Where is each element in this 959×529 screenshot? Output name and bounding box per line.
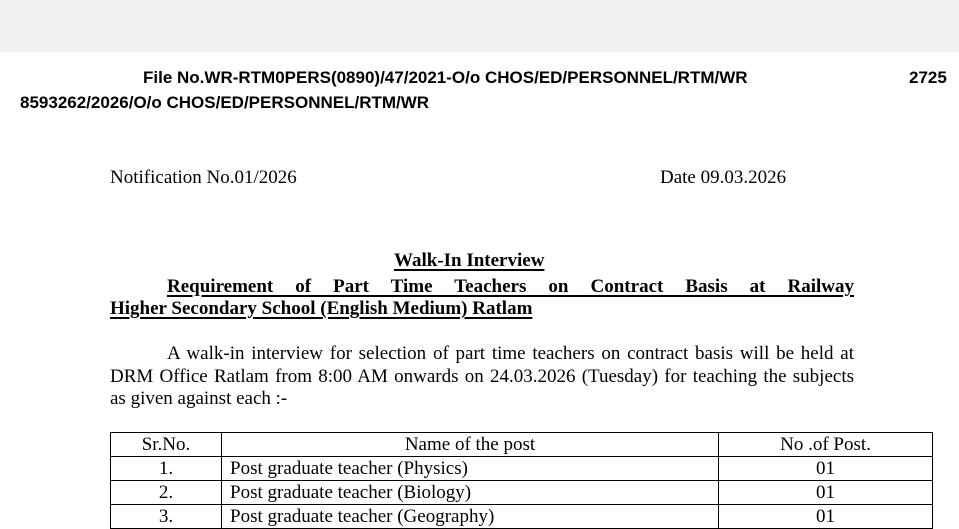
notification-date: Date 09.03.2026 — [660, 167, 787, 188]
body-paragraph — [110, 343, 854, 411]
col-header-sr: Sr.No. — [111, 433, 222, 457]
cell-sr: 1. — [111, 457, 222, 481]
cell-count: 01 — [719, 457, 933, 481]
cell-sr: 2. — [111, 481, 222, 505]
notification-number: Notification No.01/2026 — [110, 167, 297, 188]
table-row — [111, 457, 933, 481]
posts-table — [110, 432, 933, 529]
cell-count: 01 — [719, 505, 933, 529]
col-header-post: Name of the post — [222, 433, 719, 457]
table-header-row — [111, 433, 933, 457]
document-title: Walk-In Interview — [394, 250, 545, 271]
cell-post: Post graduate teacher (Biology) — [222, 481, 719, 505]
cell-sr: 3. — [111, 505, 222, 529]
viewer-toolbar-area — [0, 0, 959, 52]
cell-post: Post graduate teacher (Physics) — [222, 457, 719, 481]
col-header-count: No .of Post. — [719, 433, 933, 457]
cell-post: Post graduate teacher (Geography) — [222, 505, 719, 529]
file-number-line-2: 8593262/2026/O/o CHOS/ED/PERSONNEL/RTM/WR — [20, 93, 430, 112]
cell-count: 01 — [719, 481, 933, 505]
file-number-right: 2725 — [909, 68, 947, 87]
file-number-line: File No.WR-RTM0PERS(0890)/47/2021-O/o CHOS/ED/PERSONNEL/RTM/WR — [143, 68, 748, 87]
subtitle-line-2: Higher Secondary School (English Medium) Ratlam — [110, 298, 533, 319]
table-row — [111, 481, 933, 505]
body-text: A walk-in interview for selection of part time teachers on contract basis will be held at DRM Office Ratlam from 8:00 AM onwards on 24.03.2026 (Tuesday) for teaching the subjects as given against each :- — [110, 343, 854, 409]
subtitle-line-1: Requirement of Part Time Teachers on Contract Basis at Railway — [167, 276, 854, 297]
